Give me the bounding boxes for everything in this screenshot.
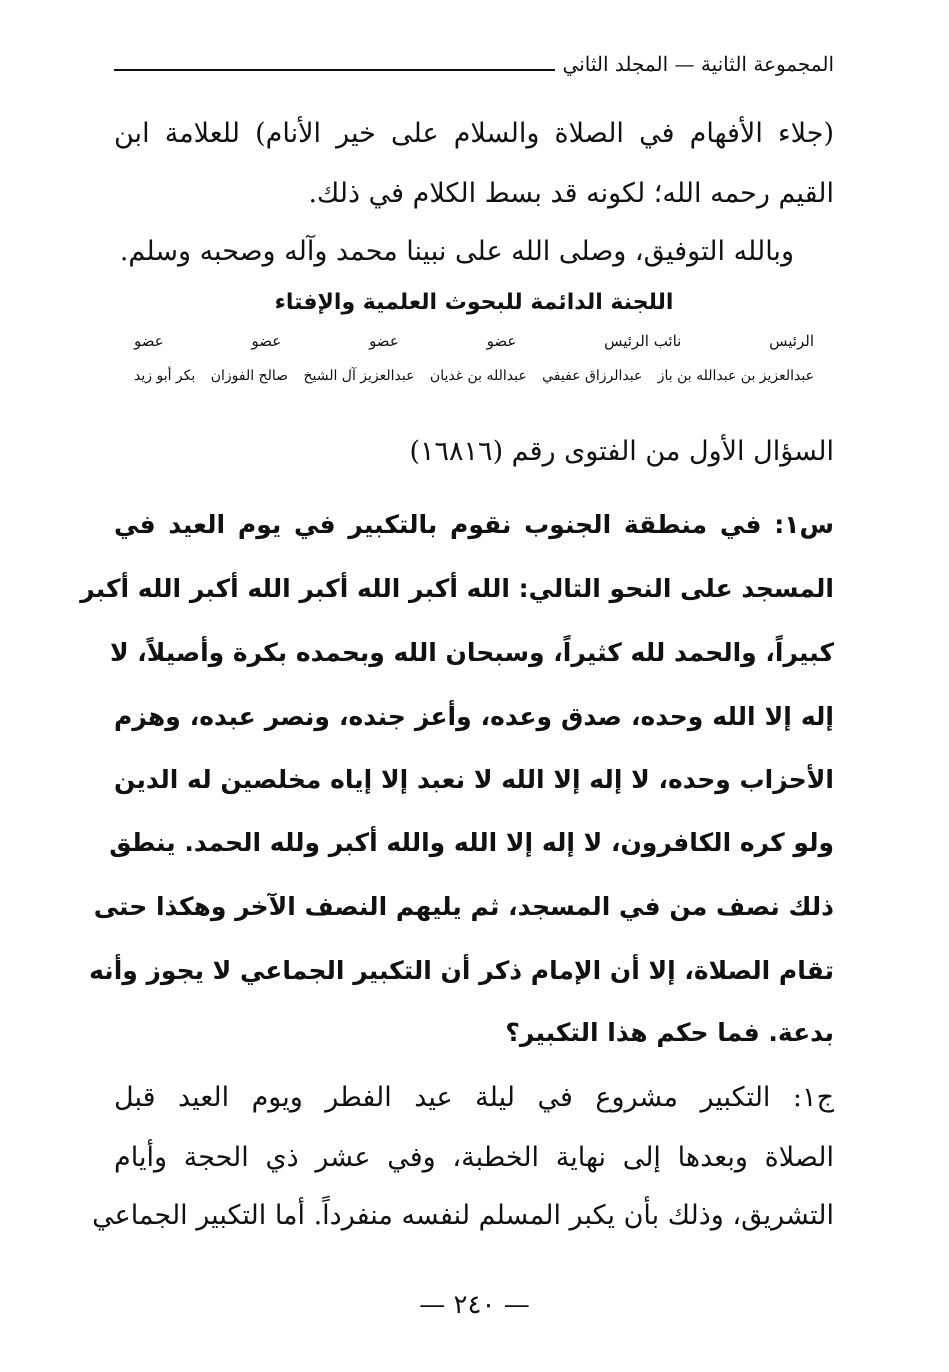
intro-line: وبالله التوفيق، وصلى الله على نبينا محمد وآله وصحبه وسلم. — [119, 236, 794, 267]
member-name: عبدالله بن غديان — [429, 368, 527, 384]
committee-members — [134, 368, 814, 384]
question-line: ذلك نصف من في المسجد، ثم يليهم النصف الآخر وهكذا حتى — [93, 892, 834, 921]
question-line: الأحزاب وحده، لا إله إلا الله لا نعبد إلا إياه مخلصين له الدين — [114, 765, 834, 794]
question-line: كبيراً، والحمد لله كثيراً، وسبحان الله وبحمده بكرة وأصيلاً، لا — [109, 638, 834, 667]
intro-line: (جلاء الأفهام في الصلاة والسلام على خير الأنام) للعلامة ابن — [114, 118, 834, 149]
fatwa-heading: السؤال الأول من الفتوى رقم (١٦٨١٦) — [409, 436, 834, 467]
header-rule — [114, 69, 555, 71]
member-name: بكر أبو زيد — [134, 368, 196, 384]
question-line: إله إلا الله وحده، صدق وعده، وأعز جنده، ونصر عبده، وهزم — [114, 702, 834, 731]
question-line: بدعة. فما حكم هذا التكبير؟ — [505, 1018, 834, 1047]
page-number: — ٢٤٠ — — [419, 1290, 530, 1320]
intro-line: القيم رحمه الله؛ لكونه قد بسط الكلام في ذلك. — [308, 178, 834, 209]
answer-line: ج١: التكبير مشروع في ليلة عيد الفطر ويوم العيد قبل — [114, 1082, 834, 1113]
answer-line: الصلاة وبعدها إلى نهاية الخطبة، وفي عشر ذي الحجة وأيام — [114, 1142, 834, 1173]
role-chairman: الرئيس — [769, 332, 814, 350]
question-line: ولو كره الكافرون، لا إله إلا الله والله أكبر ولله الحمد. ينطق — [109, 828, 834, 857]
role-member: عضو — [369, 332, 399, 350]
role-member: عضو — [486, 332, 517, 350]
question-line: المسجد على النحو التالي: الله أكبر الله أكبر الله أكبر الله أكبر — [80, 574, 834, 603]
running-title: المجموعة الثانية — المجلد الثاني — [562, 52, 834, 76]
question-line: س١: في منطقة الجنوب نقوم بالتكبير في يوم العيد في — [114, 510, 834, 539]
committee-name: اللجنة الدائمة للبحوث العلمية والإفتاء — [274, 290, 674, 315]
role-member: عضو — [251, 332, 282, 350]
question-line: تقام الصلاة، إلا أن الإمام ذكر أن التكبير الجماعي لا يجوز وأنه — [89, 956, 834, 985]
running-header — [114, 52, 834, 76]
member-name: عبدالعزيز آل الشيخ — [303, 368, 415, 384]
answer-line: التشريق، وذلك بأن يكبر المسلم لنفسه منفرداً. أما التكبير الجماعي — [92, 1200, 834, 1231]
member-name: عبدالعزيز بن عبدالله بن باز — [657, 368, 814, 384]
role-deputy: نائب الرئيس — [604, 332, 682, 350]
committee-roles — [134, 332, 814, 350]
role-member: عضو — [134, 332, 164, 350]
member-name: صالح الفوزان — [210, 368, 289, 384]
member-name: عبدالرزاق عفيفي — [542, 368, 643, 384]
